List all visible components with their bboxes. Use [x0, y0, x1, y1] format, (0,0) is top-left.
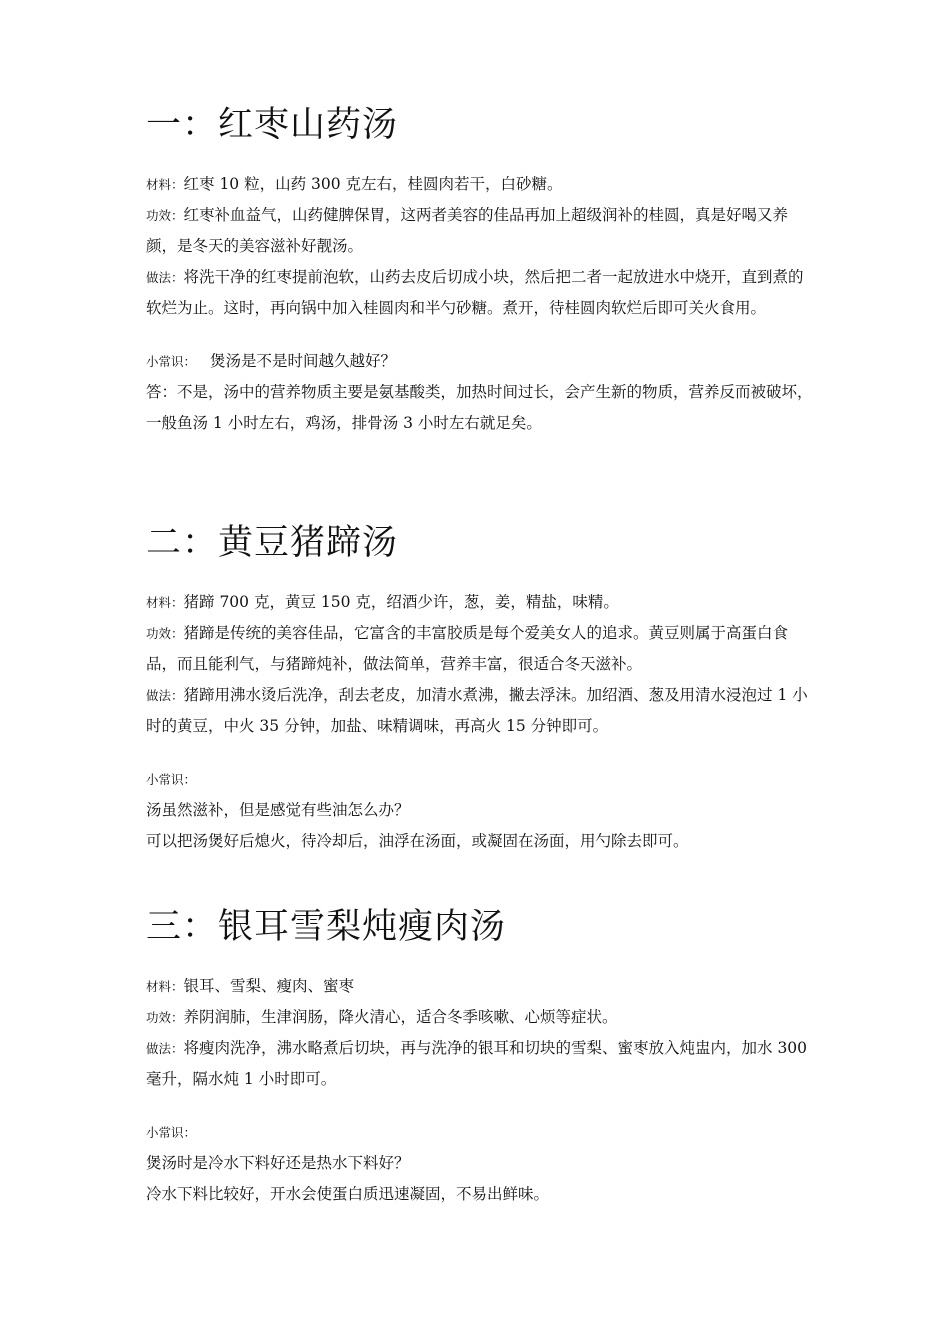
- method-paragraph: [146, 1033, 814, 1095]
- effect-label: 功效：: [146, 1010, 184, 1025]
- method-text: 将洗干净的红枣提前泡软，山药去皮后切成小块，然后把二者一起放进水中烧开，直到煮的软烂为止。这时，再向锅中加入桂圆肉和半勺砂糖。煮开，待桂圆肉软烂后即可关火食用。: [146, 268, 804, 317]
- material-label: 材料：: [146, 177, 184, 192]
- tip-label-row: [146, 764, 814, 795]
- method-paragraph: [146, 262, 814, 324]
- effect-label: 功效：: [146, 626, 184, 641]
- tip-label-row: [146, 1117, 814, 1148]
- tip-label: 小常识：: [146, 1125, 197, 1140]
- method-text: 猪蹄用沸水烫后洗净，刮去老皮，加清水煮沸，撇去浮沫。加绍酒、葱及用清水浸泡过 1 小时的黄豆，中火 35 分钟，加盐、味精调味，再高火 15 分钟即可。: [146, 686, 808, 735]
- recipe-title: 一：红枣山药汤: [146, 105, 399, 145]
- recipe-section-1: [146, 100, 814, 439]
- method-label: 做法：: [146, 1041, 184, 1056]
- effect-label: 功效：: [146, 208, 184, 223]
- material-text: 红枣 10 粒，山药 300 克左右，桂圆肉若干，白砂糖。: [183, 175, 563, 193]
- recipe-title: 三：银耳雪梨炖瘦肉汤: [146, 907, 507, 947]
- tip-answer: 冷水下料比较好，开水会使蛋白质迅速凝固，不易出鲜味。: [146, 1185, 550, 1203]
- spacer: [146, 324, 814, 346]
- spacer: [146, 742, 814, 764]
- method-text: 将瘦肉洗净，沸水略煮后切块，再与洗净的银耳和切块的雪梨、蜜枣放入炖盅内，加水 300 毫升，隔水炖 1 小时即可。: [146, 1039, 808, 1088]
- method-paragraph: [146, 680, 814, 742]
- tip-label: 小常识：: [146, 354, 197, 369]
- tip-label: 小常识：: [146, 772, 197, 787]
- material-text: 猪蹄 700 克，黄豆 150 克，绍酒少许，葱，姜，精盐，味精。: [183, 593, 619, 611]
- effect-paragraph: [146, 1002, 814, 1033]
- method-label: 做法：: [146, 688, 184, 703]
- tip-question: 煲汤是不是时间越久越好？: [210, 352, 397, 370]
- material-text: 银耳、雪梨、瘦肉、蜜枣: [183, 977, 355, 995]
- effect-text: 红枣补血益气，山药健脾保胃，这两者美容的佳品再加上超级润补的桂圆，真是好喝又养颜，是冬天的美容滋补好靓汤。: [146, 206, 789, 255]
- spacer: [146, 1095, 814, 1117]
- material-paragraph: [146, 169, 814, 200]
- material-label: 材料：: [146, 595, 184, 610]
- material-label: 材料：: [146, 979, 184, 994]
- tip-answer: 答：不是，汤中的营养物质主要是氨基酸类，加热时间过长，会产生新的物质，营养反而被破坏，一般鱼汤 1 小时左右，鸡汤，排骨汤 3 小时左右就足矣。: [146, 383, 813, 432]
- recipe-section-3: [146, 902, 814, 1210]
- tip-question-row: [146, 346, 814, 377]
- recipe-title: 二：黄豆猪蹄汤: [146, 523, 399, 563]
- effect-paragraph: [146, 618, 814, 680]
- material-paragraph: [146, 971, 814, 1002]
- tip-answer: 可以把汤煲好后熄火，待冷却后，油浮在汤面，或凝固在汤面，用勺除去即可。: [146, 832, 689, 850]
- effect-text: 养阴润肺，生津润肠，降火清心，适合冬季咳嗽、心烦等症状。: [183, 1008, 618, 1026]
- tip-question: 煲汤时是冷水下料好还是热水下料好？: [146, 1154, 410, 1172]
- effect-text: 猪蹄是传统的美容佳品，它富含的丰富胶质是每个爱美女人的追求。黄豆则属于高蛋白食品，而且能利气，与猪蹄炖补，做法简单，营养丰富，很适合冬天滋补。: [146, 624, 789, 673]
- effect-paragraph: [146, 200, 814, 262]
- method-label: 做法：: [146, 270, 184, 285]
- tip-question: 汤虽然滋补，但是感觉有些油怎么办？: [146, 801, 410, 819]
- material-paragraph: [146, 587, 814, 618]
- recipe-section-2: [146, 518, 814, 857]
